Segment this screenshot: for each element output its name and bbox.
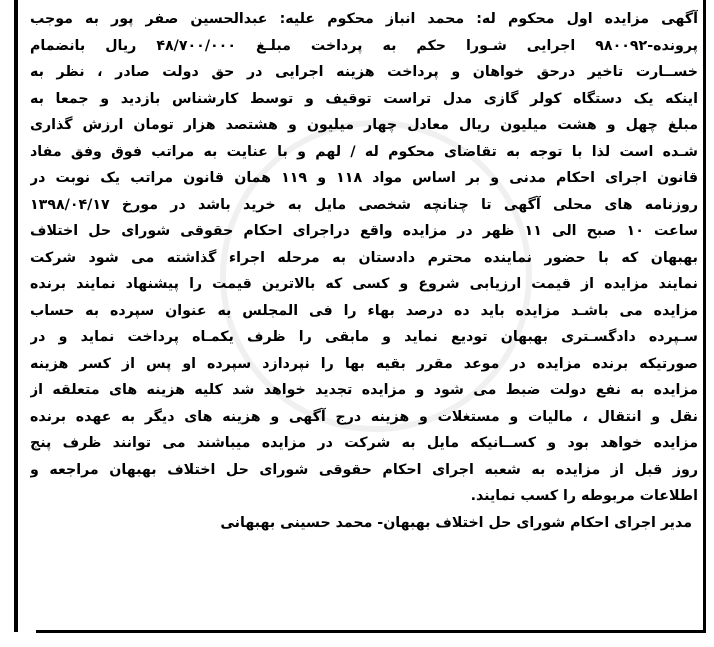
- notice-line: مزایده به نفع دولت ضبط می شود و مزایده تجدید خواهد شد کلیه هزینه های متعلقه از: [30, 382, 698, 398]
- bottom-border-rule: [36, 630, 706, 633]
- notice-line: بهبهان که با حضور نماینده محترم دادستان به مرحله اجراء گذاشته می شود شرکت: [30, 249, 698, 266]
- notice-line: سـپرده دادگسـتری بهبهان تودیع نماید و مابقی را ظرف یکمـاه پرداخت نماید و در: [30, 329, 698, 345]
- notice-line: صورتیکه برنده مزایده در موعد مقرر بقیه بها را نپردازد سپرده او پس از کسر هزینه: [30, 355, 698, 372]
- notice-line: خســارت تاخیر درحق خواهان و پرداخت هزینه اجرایی در حق دولت صادر ، نظر به: [30, 64, 698, 80]
- notice-line: روز قبل از مزایده به شعبه اجرای احکام حقوقی شورای حل اختلاف بهبهان مراجعه و: [30, 461, 698, 478]
- notice-line: نمایند مزایده از قیمت ارزیابی شروع و کسی که بالاترین قیمت را پیشنهاد نمایند برنده: [30, 276, 698, 292]
- notice-line: شـده است لذا با توجه به تقاضای محکوم له / لهم و با عنایت به مراتب فوق وفق مفاد: [30, 143, 698, 160]
- notice-line: آگهی مزایده اول محکوم له: محمد انباز محکوم علیه: عبدالحسین صفر پور به موجب: [30, 11, 698, 27]
- notice-line: مزایده می باشـد مزایده باید ده درصد بهاء را فی المجلس به عنوان سپرده به حساب: [30, 302, 698, 319]
- notice-body: [30, 6, 698, 536]
- notice-line: قانون اجرای احکام مدنی و بر اساس مواد ۱۱۸ و ۱۱۹ همان قانون مراتب یک نوبت در: [30, 170, 698, 186]
- notice-line: نقل و انتقال ، مالیات و مستغلات و هزینه درج آگهی و هزینه های دیگر به عهده برنده: [30, 408, 698, 425]
- notice-line: اطلاعات مربوطه را کسب نمایند.: [470, 488, 698, 504]
- notice-line: اینکه یک دستگاه کولر گازی مدل تراست توقیف و توسط کارشناس بازدید و جمعا به: [30, 90, 698, 107]
- notice-line: مزایده خواهد بود و کســانیکه مایل به شرکت در مزایده میباشند می توانند ظرف پنج: [30, 435, 698, 451]
- notice-line: مبلغ چهل و هشت میلیون ریال معادل چهار میلیون و هشتصد هزار تومان ارزش گذاری: [30, 117, 698, 133]
- left-border-rule: [14, 0, 18, 632]
- notice-line: ساعت ۱۰ صبح الی ۱۱ ظهر در مزایده واقع دراجرای احکام حقوقی شورای حل اختلاف: [30, 223, 698, 239]
- notice-line: روزنامه های محلی آگهی تا چنانچه شخصی مایل به خرید باشد در مورخ ۱۳۹۸/۰۴/۱۷: [30, 196, 698, 213]
- notice-signature: مدیر اجرای احکام شورای حل اختلاف بهبهان- محمد حسینی بهبهانی: [220, 514, 692, 531]
- right-border-rule: [703, 0, 706, 632]
- notice-line: پرونده-۹۸۰۰۹۲ اجرایی شـورا حکم به پرداخت مبلـغ ۴۸/۷۰۰/۰۰۰ ریال بانضمام: [30, 37, 698, 54]
